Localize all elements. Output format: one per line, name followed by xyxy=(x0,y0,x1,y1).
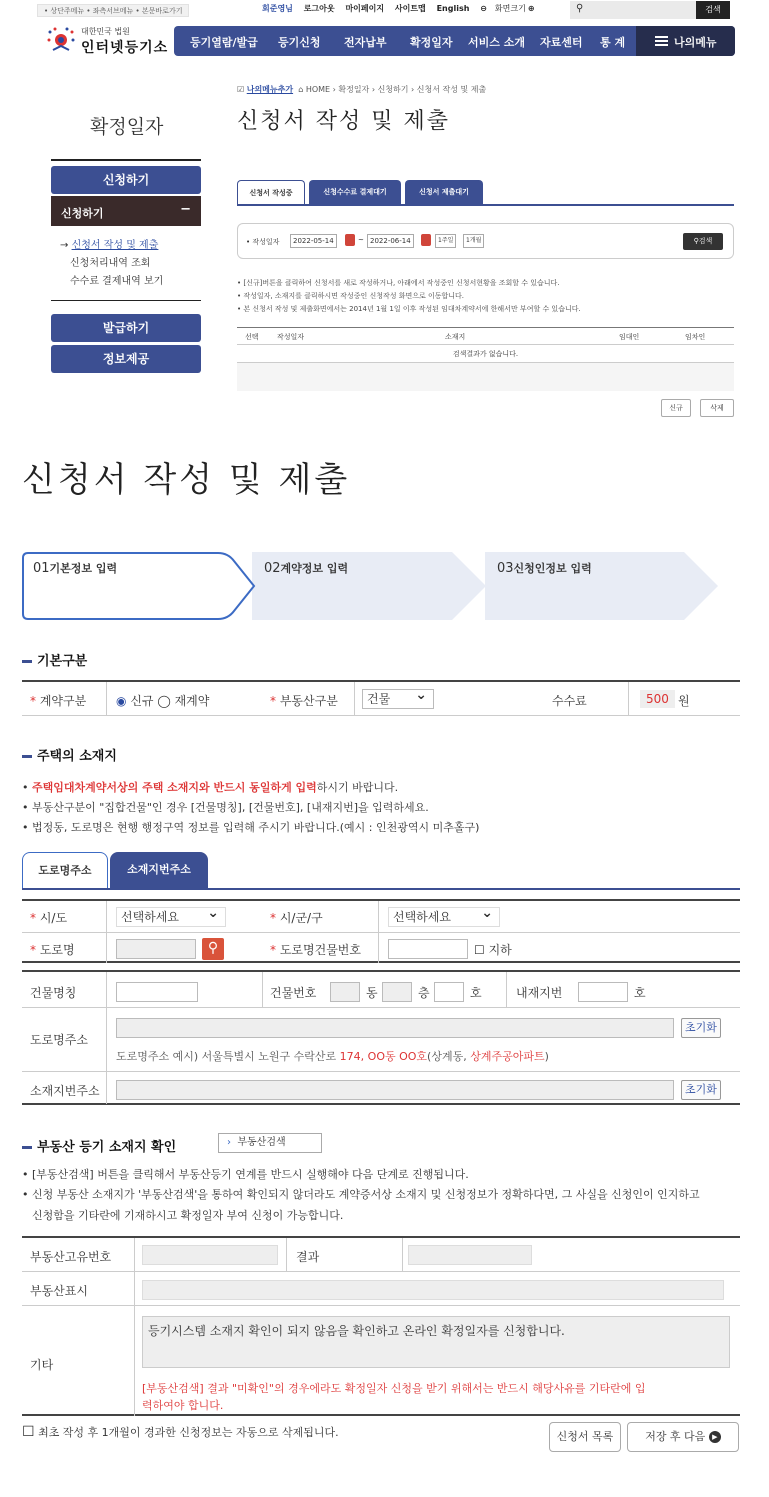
uid-input xyxy=(142,1245,278,1265)
sigungu-label: * 시/군/구 xyxy=(270,911,323,925)
floor-label: 층 xyxy=(418,986,430,1000)
realty-type-select[interactable]: 건물 ⌄ xyxy=(362,689,434,709)
divider xyxy=(106,682,107,716)
mypage-link[interactable]: 마이페이지 xyxy=(345,4,385,13)
divider xyxy=(378,901,379,963)
sigungu-select[interactable]: 선택하세요 ⌄ xyxy=(388,907,500,927)
my-menu-label: 나의메뉴 xyxy=(674,36,717,49)
inner-lot-input[interactable] xyxy=(578,982,628,1002)
gnb-item-stats[interactable]: 통 계 xyxy=(600,36,626,49)
display-label: 부동산표시 xyxy=(30,1284,88,1298)
radio-new[interactable]: ◉ xyxy=(116,694,127,708)
inner-lot-label: 내재지번 xyxy=(516,986,563,1000)
util-links xyxy=(262,3,543,14)
date-to-input[interactable]: 2022-06-14 xyxy=(367,234,414,248)
logo-line2: 인터넷등기소 xyxy=(81,40,169,56)
confirm-note-3: 신청함을 기타란에 기재하시고 확정일자 부여 신청이 가능합니다. xyxy=(32,1209,344,1222)
address-tab-underline xyxy=(22,888,740,890)
check-icon: ☑ xyxy=(237,85,245,94)
realty-search-button[interactable]: › 부동산검색 xyxy=(218,1133,322,1153)
building-name-input[interactable] xyxy=(116,982,198,1002)
hamburger-icon xyxy=(655,36,668,46)
english-link[interactable]: English xyxy=(436,4,470,13)
road-address-label: 도로명주소 xyxy=(30,1033,88,1047)
road-address-example: 도로명주소 예시) 서울특별시 노원구 수락산로 174, OO동 OO호(상계동, 상계주공아파트) xyxy=(116,1050,549,1063)
address-search-form xyxy=(22,899,740,963)
site-logo[interactable] xyxy=(45,24,169,56)
radio-renew[interactable]: ◯ xyxy=(157,694,171,708)
contract-type-radios: ◉ 신규 ◯ 재계약 xyxy=(116,694,210,708)
top-search[interactable] xyxy=(570,1,730,19)
fee-value: 500 xyxy=(640,690,675,708)
tilde: ~ xyxy=(358,236,364,244)
side-title: 확정일자 xyxy=(90,116,164,138)
side-menu-info[interactable]: 정보제공 xyxy=(51,345,201,373)
divider xyxy=(402,1238,403,1272)
dong-input[interactable] xyxy=(330,982,360,1002)
sido-label: * 시/도 xyxy=(30,911,68,925)
fee-label: 수수료 xyxy=(552,694,587,708)
building-num-label: 건물번호 xyxy=(270,986,317,1000)
zoom-in-icon[interactable]: ⊕ xyxy=(527,4,535,13)
divider xyxy=(106,901,107,963)
side-divider xyxy=(51,159,201,161)
underground-checkbox[interactable]: ☐ 지하 xyxy=(474,943,512,957)
side-link-write[interactable]: → 신청서 작성 및 제출 xyxy=(60,240,159,251)
realty-type-label: * 부동산구분 xyxy=(270,694,338,708)
road-label: * 도로명 xyxy=(30,943,75,957)
application-list-button[interactable]: 신청서 목록 xyxy=(549,1422,621,1452)
divider xyxy=(506,972,507,1008)
one-week-button[interactable]: 1주일 xyxy=(435,234,456,248)
gnb-item-apply[interactable]: 등기신청 xyxy=(278,36,321,49)
skip-nav[interactable]: • 상단주메뉴 • 좌측서브메뉴 • 본문바로가기 xyxy=(37,4,189,17)
side-link-history[interactable]: 신청처리내역 조회 xyxy=(70,258,151,269)
tab-submit-pending[interactable]: 신청서 제출대기 xyxy=(405,180,483,204)
side-links xyxy=(60,237,163,291)
road-input[interactable] xyxy=(116,939,196,959)
contract-type-label: * 계약구분 xyxy=(30,694,87,708)
confirm-note-1: • [부동산검색] 버튼을 클릭해서 부동산등기 연계를 반드시 실행해야 다음 단계로 진행됩니다. xyxy=(22,1168,469,1181)
gnb-item-service[interactable]: 서비스 소개 xyxy=(468,36,525,49)
add-my-menu-link[interactable]: 나의메뉴추가 xyxy=(246,85,294,94)
date-label: • 작성일자 xyxy=(246,238,280,246)
logo-line1: 대한민국 법원 xyxy=(81,27,130,36)
breadcrumb xyxy=(237,84,486,95)
list-notes: • [신규]버튼을 클릭하여 신청서를 새로 작성하거나, 아래에서 작성중인 신청서현황을 조회할 수 있습니다. • 작성일자, 소재지를 클릭하시면 작성중인 신청작성 화면으로 이동합니다. • 본 신청서 작성 및 제출화면에서는 2014년 1월 1일 이후 작성된 임대차계약서에 한해서만 부여할 수 있습니다. xyxy=(237,279,581,313)
checkbox-icon[interactable]: ☐ xyxy=(22,1424,35,1440)
table-footer-space xyxy=(237,363,734,391)
tab-road-address[interactable]: 도로명주소 xyxy=(22,852,108,888)
zoom-out-icon[interactable]: ⊖ xyxy=(480,4,487,13)
calendar-icon[interactable] xyxy=(345,234,355,246)
etc-label: 기타 xyxy=(30,1358,54,1372)
side-menu-issue[interactable]: 발급하기 xyxy=(51,314,201,342)
new-button[interactable]: 신규 xyxy=(661,399,691,417)
arrow-right-icon: › xyxy=(227,1137,231,1148)
search-button[interactable]: ⚲검색 xyxy=(683,233,723,250)
tab-lot-address[interactable]: 소재지번주소 xyxy=(110,852,208,888)
ho-input[interactable] xyxy=(434,982,464,1002)
row-uid xyxy=(22,1238,740,1272)
divider xyxy=(286,1238,287,1272)
top-search-button[interactable]: 검색 xyxy=(696,1,730,19)
confirm-note-2: • 신청 부동산 소재지가 '부동산검색'을 통하여 확인되지 않더라도 계약증서상 소재지 및 신청정보가 정확하다면, 그 사실을 신청인이 인지하고 xyxy=(22,1188,700,1201)
side-menu-apply[interactable]: 신청하기 xyxy=(51,166,201,194)
road-search-icon[interactable]: ⚲ xyxy=(202,938,224,960)
divider xyxy=(354,682,355,716)
tab-fee-pending[interactable]: 신청수수료 결제대기 xyxy=(309,180,401,204)
date-search-box xyxy=(237,223,734,259)
section-title: 신청서 작성 및 제출 xyxy=(22,460,351,500)
ho2-label: 호 xyxy=(634,986,646,1000)
fee-unit: 원 xyxy=(678,694,690,708)
building-number-label: * 도로명건물번호 xyxy=(270,943,361,957)
address-section-title: 주택의 소재지 xyxy=(22,745,117,764)
application-list-table xyxy=(237,327,734,391)
divider xyxy=(134,1238,135,1416)
address-note-3: • 법정동, 도로명은 현행 행정구역 정보를 입력해 주시기 바랍니다.(예시 : 인천광역시 미추홀구) xyxy=(22,821,480,834)
address-note-1: • 주택임대차계약서상의 주택 소재지와 반드시 동일하게 입력하시기 바랍니다. xyxy=(22,781,399,794)
auto-delete-note: ☐ 최초 작성 후 1개월이 경과한 신청정보는 자동으로 삭제됩니다. xyxy=(22,1424,339,1440)
date-from-input[interactable]: 2022-05-14 xyxy=(290,234,337,248)
gnb-item-data[interactable]: 자료센터 xyxy=(540,36,583,49)
etc-warning-1: [부동산검색] 결과 "미확인"의 경우에라도 확정일자 신청을 받기 위해서는 반드시 해당사유를 기타란에 입 xyxy=(142,1382,646,1395)
table-header: 선택 작성일자 소재지 임대인 임차인 xyxy=(237,327,734,345)
step-3: 03신청인정보 입력 xyxy=(497,561,592,576)
divider xyxy=(262,972,263,1008)
save-next-button[interactable]: 저장 후 다음 ▶ xyxy=(627,1422,739,1452)
global-nav xyxy=(174,26,735,56)
road-address-reset-button[interactable]: 초기화 xyxy=(681,1018,721,1038)
calendar-icon[interactable] xyxy=(421,234,431,246)
ho-label: 호 xyxy=(470,986,482,1000)
side-submenu-label: 신청하기 xyxy=(61,207,104,220)
checkbox-icon[interactable]: ☐ xyxy=(474,943,485,957)
result-label: 결과 xyxy=(296,1250,320,1264)
gnb-item-fixed-date[interactable]: 확정일자 xyxy=(410,36,453,49)
tabs-underline xyxy=(237,204,734,206)
building-name-label: 건물명칭 xyxy=(30,986,77,1000)
dong-label: 동 xyxy=(366,986,378,1000)
floor-input[interactable] xyxy=(382,982,412,1002)
search-icon: ⚲ xyxy=(576,3,584,14)
step-indicator xyxy=(22,552,722,620)
side-submenu-apply[interactable] xyxy=(51,196,201,226)
uid-label: 부동산고유번호 xyxy=(30,1250,112,1264)
empty-message: 검색결과가 없습니다. xyxy=(237,345,734,363)
court-emblem-icon xyxy=(45,26,77,54)
logout-link[interactable]: 로그아웃 xyxy=(303,4,335,13)
search-icon: ⚲ xyxy=(693,237,699,245)
gnb-item-registry[interactable]: 등기열람/발급 xyxy=(190,36,258,49)
confirm-section-title: 부동산 등기 소재지 확인 xyxy=(22,1136,176,1155)
address-detail-form xyxy=(22,970,740,1105)
tab-writing[interactable]: 신청서 작성중 xyxy=(237,180,305,204)
display-input xyxy=(142,1280,724,1300)
step-1: 01기본정보 입력 xyxy=(33,561,118,576)
divider xyxy=(628,682,629,716)
confirm-form xyxy=(22,1236,740,1416)
step-2: 02계약정보 입력 xyxy=(264,561,349,576)
lot-address-input[interactable] xyxy=(116,1080,674,1100)
lot-address-label: 소재지번주소 xyxy=(30,1084,100,1098)
play-circle-icon: ▶ xyxy=(709,1431,721,1443)
home-icon: ⌂ xyxy=(298,85,304,94)
zoom-label: 화면크기 xyxy=(494,4,526,13)
result-input xyxy=(408,1245,532,1265)
page-title: 신청서 작성 및 제출 xyxy=(237,109,450,134)
sido-select[interactable]: 선택하세요 ⌄ xyxy=(116,907,226,927)
user-name: 회준영님 xyxy=(262,4,293,13)
basic-section-title: 기본구분 xyxy=(22,650,87,669)
side-divider xyxy=(51,300,201,301)
address-note-2: • 부동산구분이 "집합건물"인 경우 [건물명칭], [건물번호], [내재지번]을 입력하세요. xyxy=(22,801,429,814)
collapse-icon[interactable]: − xyxy=(180,202,191,217)
my-menu-button[interactable] xyxy=(636,26,735,56)
gnb-item-payment[interactable]: 전자납부 xyxy=(344,36,387,49)
divider xyxy=(106,972,107,1104)
basic-form xyxy=(22,680,740,716)
etc-text: 등기시스템 소재지 확인이 되지 않음을 확인하고 온라인 확정일자를 신청합니다. xyxy=(148,1324,565,1338)
sitemap-link[interactable]: 사이트맵 xyxy=(394,4,426,13)
lot-address-reset-button[interactable]: 초기화 xyxy=(681,1080,721,1100)
building-number-input[interactable] xyxy=(388,939,468,959)
road-address-input[interactable] xyxy=(116,1018,674,1038)
etc-warning-2: 력하여야 합니다. xyxy=(142,1399,224,1412)
delete-button[interactable]: 삭제 xyxy=(700,399,734,417)
breadcrumb-path: HOME › 확정일자 › 신청하기 › 신청서 작성 및 제출 xyxy=(305,85,487,94)
one-month-button[interactable]: 1개월 xyxy=(463,234,484,248)
side-link-fees[interactable]: 수수료 결제내역 보기 xyxy=(70,276,164,287)
